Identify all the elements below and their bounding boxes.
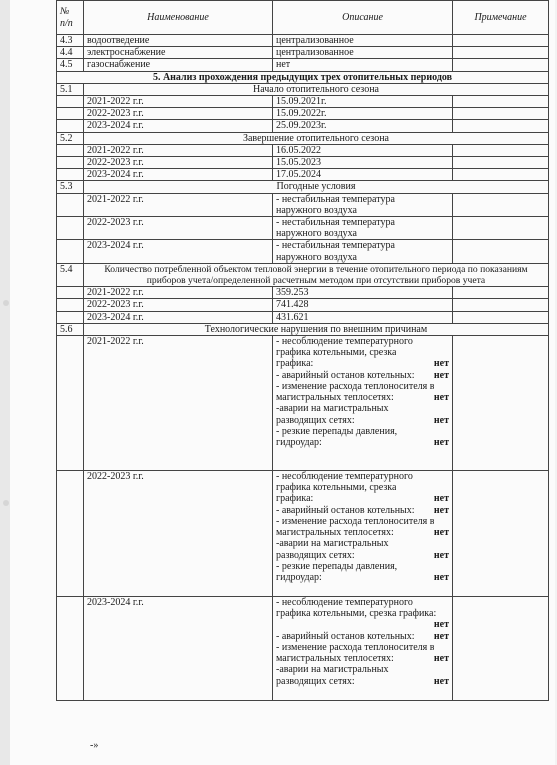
row-year: 2021-2022 г.г. — [84, 287, 273, 299]
table-row — [57, 240, 549, 263]
row-year: 2022-2023 г.г. — [84, 108, 273, 120]
violation-line — [276, 471, 449, 482]
value-line: наружного воздуха — [276, 228, 357, 240]
table-row — [57, 144, 549, 156]
violation-value: нет — [433, 493, 449, 505]
subsection-title: Технологические нарушения по внешним причинам — [84, 323, 549, 335]
empty-cell — [453, 299, 549, 311]
value-line: - нестабильная температура — [276, 193, 395, 205]
violation-line — [276, 415, 449, 426]
empty-cell — [453, 108, 549, 120]
empty-cell — [57, 240, 84, 263]
table-row — [57, 193, 549, 216]
row-value: 17.05.2024 — [273, 169, 453, 181]
row-num: 4.4 — [57, 47, 84, 59]
row-year: 2021-2022 г.г. — [84, 96, 273, 108]
violation-label: - аварийный останов котельных: — [276, 369, 415, 381]
violation-label: графика котельными, срезка — [276, 482, 397, 494]
empty-cell — [57, 217, 84, 240]
violations-list — [273, 336, 453, 471]
violation-value: нет — [433, 630, 449, 642]
row-note — [453, 47, 549, 59]
empty-cell — [57, 144, 84, 156]
violation-label: гидроудар: — [276, 571, 322, 583]
violation-label: разводящих сетях: — [276, 549, 355, 561]
violation-value: нет — [433, 369, 449, 381]
section-title-row — [57, 71, 549, 83]
row-name: электроснабжение — [84, 47, 273, 59]
empty-cell — [453, 287, 549, 299]
row-year: 2023-2024 г.г. — [84, 169, 273, 181]
empty-cell — [453, 217, 549, 240]
violation-label: - изменение расхода теплоносителя в — [276, 515, 435, 527]
col-num-header: № п/п — [57, 1, 84, 35]
violation-line — [276, 538, 449, 549]
table-row — [57, 157, 549, 169]
row-num: 4.3 — [57, 35, 84, 47]
violation-line — [276, 392, 449, 403]
col-name-header: Наименование — [84, 1, 273, 35]
empty-cell — [57, 471, 84, 597]
subsection-num: 5.1 — [57, 83, 84, 95]
violation-line — [276, 505, 449, 516]
row-year: 2023-2024 г.г. — [84, 311, 273, 323]
violation-line — [276, 619, 449, 630]
subsection-num: 5.4 — [57, 263, 84, 286]
table-row — [57, 299, 549, 311]
violation-line — [276, 561, 449, 572]
empty-cell — [453, 193, 549, 216]
row-year: 2022-2023 г.г. — [84, 471, 273, 597]
empty-cell — [453, 96, 549, 108]
violation-value: нет — [433, 504, 449, 516]
value-line: - нестабильная температура — [276, 217, 395, 229]
violations-list — [273, 471, 453, 597]
violation-value: нет — [433, 436, 449, 448]
value-line: - нестабильная температура — [276, 240, 395, 252]
table-row — [57, 471, 549, 597]
violation-line — [276, 664, 449, 675]
violation-value: нет — [433, 653, 449, 665]
violation-line — [276, 550, 449, 561]
violation-label: разводящих сетях: — [276, 414, 355, 426]
empty-cell — [57, 169, 84, 181]
table-row — [57, 120, 549, 132]
empty-cell — [57, 299, 84, 311]
row-year: 2023-2024 г.г. — [84, 120, 273, 132]
subsection-title: Количество потребленной объектом тепловой энергии в течение отопительного периода по показаниям приборов учета/определенной расчетным методом при отсутствии приборов учета — [84, 263, 549, 286]
violation-line — [276, 437, 449, 448]
table-row — [57, 108, 549, 120]
row-value: 16.05.2022 — [273, 144, 453, 156]
violation-label: магистральных теплосетях: — [276, 392, 394, 404]
empty-cell — [57, 120, 84, 132]
value-line: наружного воздуха — [276, 204, 357, 216]
violation-line — [276, 381, 449, 392]
row-year: 2021-2022 г.г. — [84, 144, 273, 156]
heating-report-table — [56, 0, 549, 701]
violation-label: - аварийный останов котельных: — [276, 630, 415, 642]
violation-label: -аварии на магистральных — [276, 538, 389, 550]
col-desc-header: Описание — [273, 1, 453, 35]
violation-label: - изменение расхода теплоносителя в — [276, 380, 435, 392]
footer-mark: -» — [90, 740, 99, 751]
subsection-row — [57, 263, 549, 286]
row-note — [453, 59, 549, 71]
row-value — [273, 240, 453, 263]
empty-cell — [57, 287, 84, 299]
row-year: 2022-2023 г.г. — [84, 217, 273, 240]
table-row — [57, 311, 549, 323]
row-name: газоснабжение — [84, 59, 273, 71]
violation-line — [276, 403, 449, 414]
subsection-row — [57, 323, 549, 335]
violation-line — [276, 358, 449, 369]
violation-value: нет — [433, 414, 449, 426]
subsection-num: 5.2 — [57, 132, 84, 144]
violation-label: магистральных теплосетях: — [276, 527, 394, 539]
page-edge — [0, 0, 10, 765]
row-year: 2021-2022 г.г. — [84, 336, 273, 471]
row-value: 25.09.2023г. — [273, 120, 453, 132]
violation-line — [276, 493, 449, 504]
table-row — [57, 47, 549, 59]
violation-label: графика котельными, срезка — [276, 347, 397, 359]
violation-label: - резкие перепады давления, — [276, 560, 398, 572]
empty-cell — [57, 157, 84, 169]
violation-line — [276, 642, 449, 653]
document-page — [10, 0, 555, 765]
violation-label: - изменение расхода теплоносителя в — [276, 641, 435, 653]
row-value — [273, 217, 453, 240]
violation-label: разводящих сетях: — [276, 675, 355, 687]
empty-cell — [453, 240, 549, 263]
empty-cell — [453, 157, 549, 169]
violation-value: нет — [433, 619, 449, 631]
violation-label: -аварии на магистральных — [276, 403, 389, 415]
table-header — [57, 1, 549, 35]
section-title: 5. Анализ прохождения предыдущих трех отопительных периодов — [57, 71, 549, 83]
row-value: 741.428 — [273, 299, 453, 311]
table-row — [57, 59, 549, 71]
violation-line — [276, 676, 449, 687]
row-desc: централизованное — [273, 47, 453, 59]
violation-label: -аварии на магистральных — [276, 664, 389, 676]
violation-line — [276, 597, 449, 608]
table-row — [57, 217, 549, 240]
violation-line — [276, 370, 449, 381]
empty-cell — [57, 597, 84, 701]
table-row — [57, 96, 549, 108]
table-row — [57, 287, 549, 299]
row-year: 2022-2023 г.г. — [84, 157, 273, 169]
violation-label: графика: — [276, 493, 314, 505]
violation-value: нет — [433, 675, 449, 687]
violation-line — [276, 347, 449, 358]
subsection-row — [57, 132, 549, 144]
row-year: 2023-2024 г.г. — [84, 597, 273, 701]
subsection-row — [57, 181, 549, 193]
row-value: 15.05.2023 — [273, 157, 453, 169]
empty-cell — [57, 108, 84, 120]
row-value: 15.09.2021г. — [273, 96, 453, 108]
row-value: 359.253 — [273, 287, 453, 299]
violation-line — [276, 653, 449, 664]
col-note-header: Примечание — [453, 1, 549, 35]
subsection-row — [57, 83, 549, 95]
empty-cell — [57, 311, 84, 323]
violation-value: нет — [433, 358, 449, 370]
table-row — [57, 35, 549, 47]
violation-label: гидроудар: — [276, 436, 322, 448]
empty-cell — [453, 311, 549, 323]
subsection-num: 5.3 — [57, 181, 84, 193]
violation-label: - резкие перепады давления, — [276, 425, 398, 437]
violation-label: - несоблюдение температурного — [276, 597, 413, 609]
row-value: 15.09.2022г. — [273, 108, 453, 120]
row-value — [273, 193, 453, 216]
table-row — [57, 336, 549, 471]
violation-label: графика: — [276, 358, 314, 370]
row-desc: централизованное — [273, 35, 453, 47]
table-row — [57, 169, 549, 181]
row-note — [453, 35, 549, 47]
row-value: 431.621 — [273, 311, 453, 323]
binder-hole — [3, 500, 9, 506]
violation-label: магистральных теплосетях: — [276, 653, 394, 665]
row-num: 4.5 — [57, 59, 84, 71]
row-desc: нет — [273, 59, 453, 71]
empty-cell — [453, 144, 549, 156]
empty-cell — [57, 336, 84, 471]
violation-value: нет — [433, 392, 449, 404]
row-year: 2021-2022 г.г. — [84, 193, 273, 216]
value-line: наружного воздуха — [276, 251, 357, 263]
row-name: водоотведение — [84, 35, 273, 47]
violation-line — [276, 336, 449, 347]
subsection-title: Погодные условия — [84, 181, 549, 193]
binder-hole — [3, 300, 9, 306]
violation-value: нет — [433, 527, 449, 539]
empty-cell — [453, 120, 549, 132]
empty-cell — [57, 96, 84, 108]
violation-label: графика котельными, срезка графика: — [276, 608, 437, 620]
violation-line — [276, 631, 449, 642]
empty-cell — [57, 193, 84, 216]
empty-cell — [453, 336, 549, 471]
empty-cell — [453, 169, 549, 181]
empty-cell — [453, 597, 549, 701]
empty-cell — [453, 471, 549, 597]
row-year: 2023-2024 г.г. — [84, 240, 273, 263]
violation-line — [276, 426, 449, 437]
table-row — [57, 597, 549, 701]
violation-line — [276, 527, 449, 538]
subsection-num: 5.6 — [57, 323, 84, 335]
violation-value: нет — [433, 549, 449, 561]
violation-label: - несоблюдение температурного — [276, 336, 413, 348]
subsection-title: Начало отопительного сезона — [84, 83, 549, 95]
violation-line — [276, 482, 449, 493]
violation-line — [276, 572, 449, 583]
violation-label: - несоблюдение температурного — [276, 471, 413, 483]
row-year: 2022-2023 г.г. — [84, 299, 273, 311]
subsection-title: Завершение отопительного сезона — [84, 132, 549, 144]
violation-label: - аварийный останов котельных: — [276, 504, 415, 516]
violation-value: нет — [433, 571, 449, 583]
violation-line — [276, 516, 449, 527]
violations-list — [273, 597, 453, 701]
violation-line — [276, 608, 449, 619]
